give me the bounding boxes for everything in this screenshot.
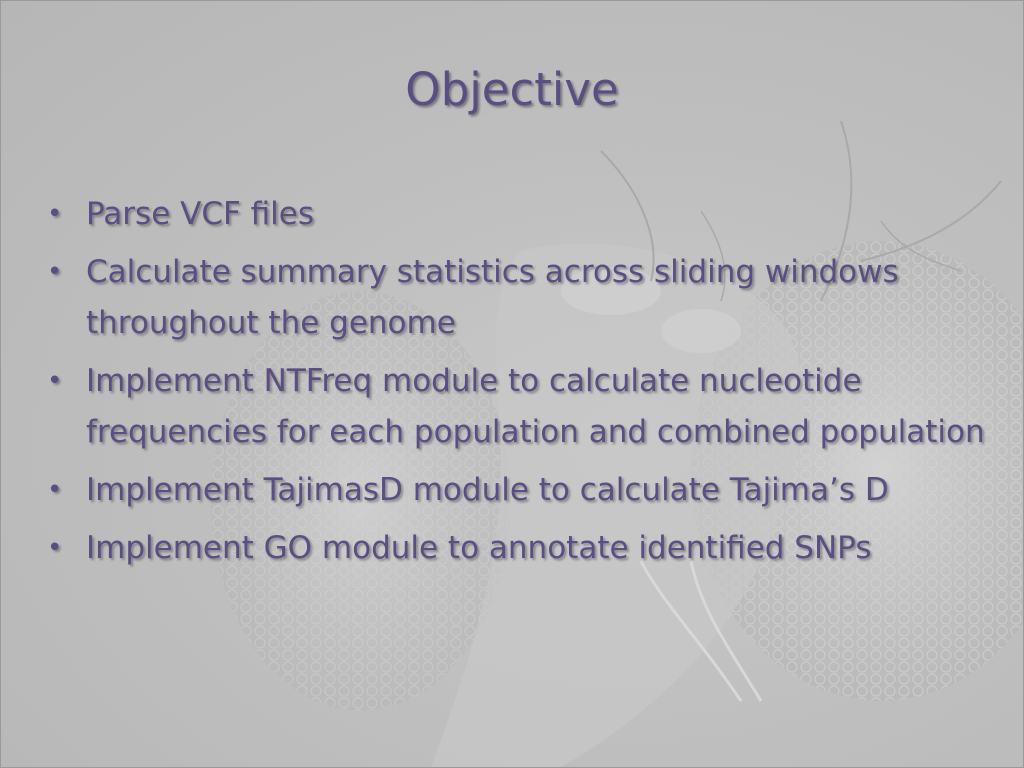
bullet-dot-icon: • [47,199,63,229]
bullet-text: Implement TajimasD module to calculate Tajima’s D [86,472,889,508]
bullet-text: Implement GO module to annotate identified SNPs [86,530,872,566]
bullet-item [45,523,995,574]
bullet-item [45,465,995,516]
bullet-item [45,356,995,458]
slide-title: Objective [405,63,619,116]
bullet-text: Calculate summary statistics across sliding windows throughout the genome [86,254,899,341]
bullet-item [45,247,995,349]
bullet-item [45,189,995,240]
bullet-dot-icon: • [47,366,63,396]
bullet-dot-icon: • [47,475,63,505]
bullet-dot-icon: • [47,533,63,563]
bullet-list [45,189,995,581]
bullet-dot-icon: • [47,257,63,287]
bullet-text: Parse VCF files [86,196,315,232]
bullet-text: Implement NTFreq module to calculate nucleotide frequencies for each population and combined population [86,363,985,450]
